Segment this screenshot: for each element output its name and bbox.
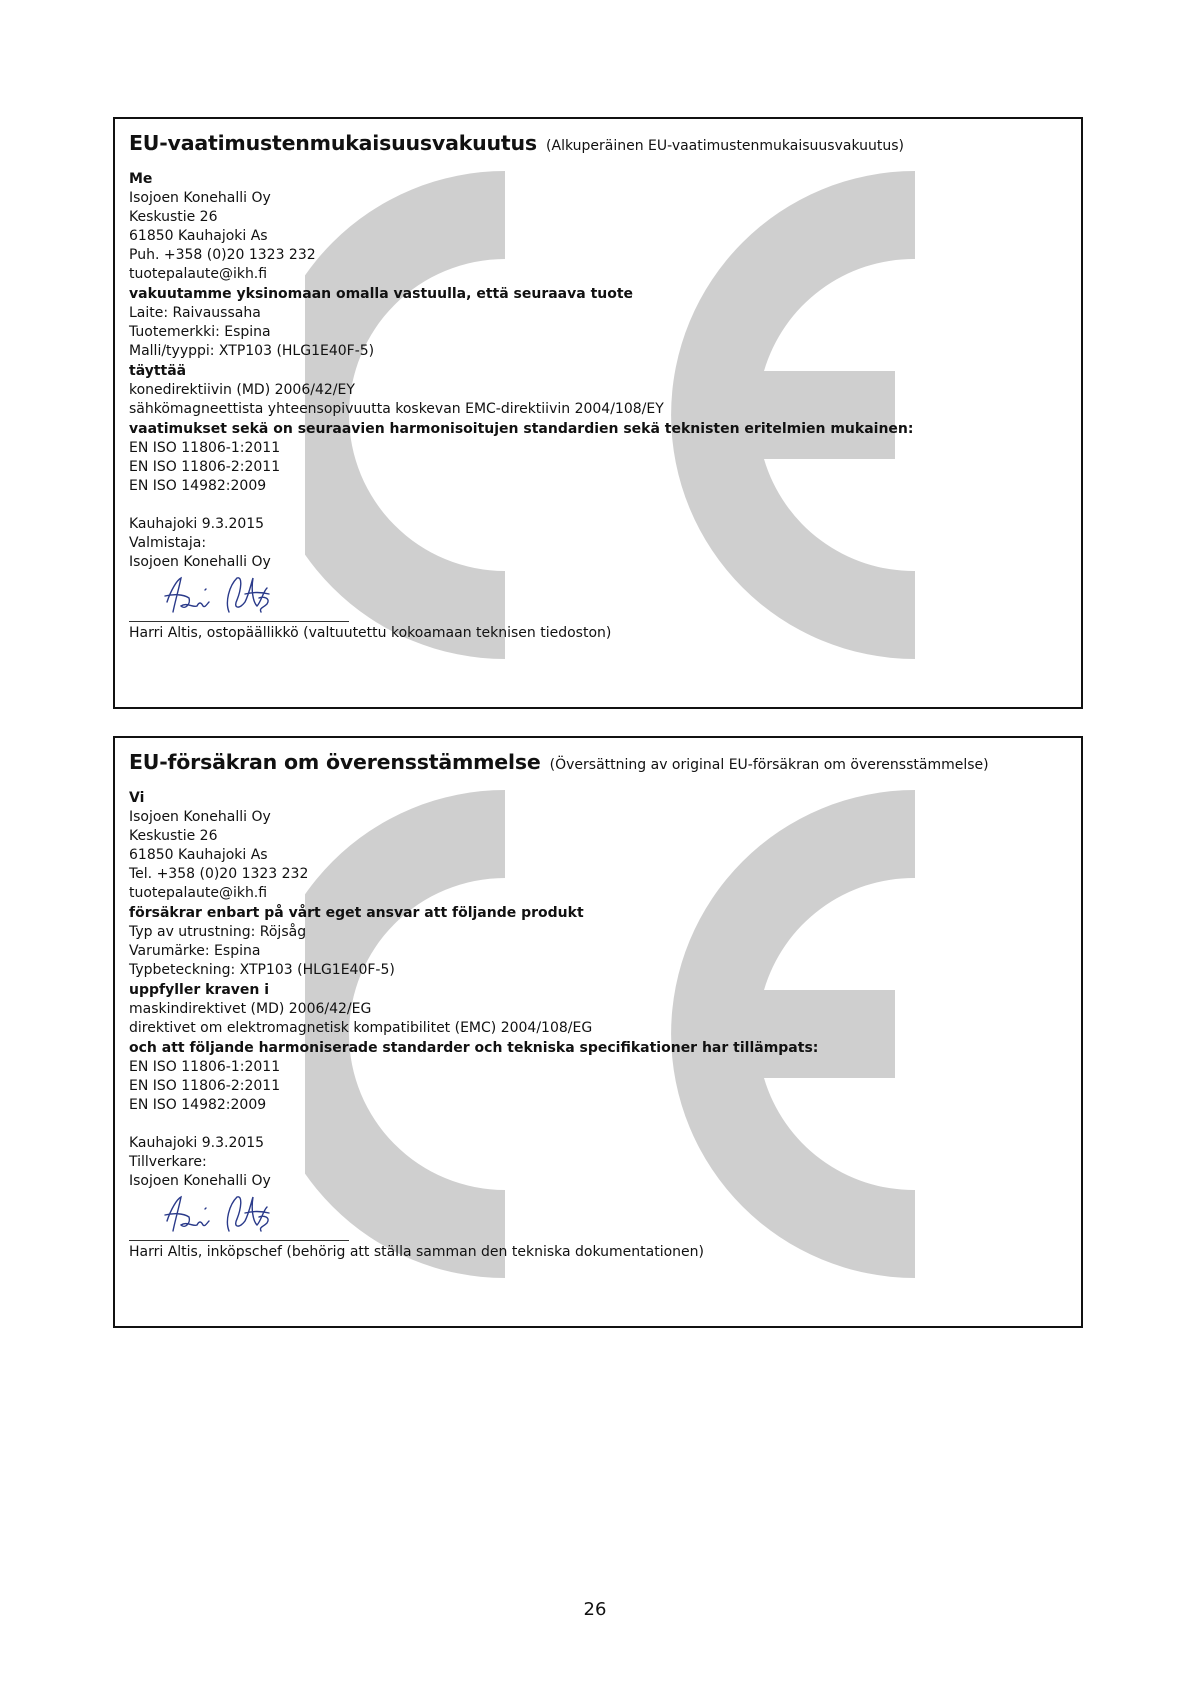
- manufacturer-label: Tillverkare:: [129, 1154, 207, 1170]
- signature-area: [129, 1191, 359, 1243]
- page-number: 26: [583, 1599, 607, 1620]
- declaration-subtitle: (Översättning av original EU-försäkran om överensstämmelse): [549, 757, 989, 773]
- declaration-title-line: [129, 750, 1067, 774]
- declaration-title-line: [129, 131, 1067, 155]
- company-phone: Puh. +358 (0)20 1323 232: [129, 247, 316, 263]
- declare-heading: försäkrar enbart på vårt eget ansvar att följande produkt: [129, 905, 584, 921]
- product-model: Malli/tyyppi: XTP103 (HLG1E40F-5): [129, 343, 375, 359]
- declaration-subtitle: (Alkuperäinen EU-vaatimustenmukaisuusvakuutus): [546, 138, 904, 154]
- handwritten-signature: [159, 1191, 279, 1237]
- manufacturer-name: Isojoen Konehalli Oy: [129, 1173, 271, 1189]
- directive-item: maskindirektivet (MD) 2006/42/EG: [129, 1001, 372, 1017]
- fulfils-heading: uppfyller kraven i: [129, 982, 270, 998]
- standard-item: EN ISO 11806-2:2011: [129, 1078, 281, 1094]
- signature-line: [129, 1240, 349, 1241]
- we-heading: Vi: [129, 790, 145, 806]
- standard-item: EN ISO 11806-1:2011: [129, 440, 281, 456]
- declaration-fi: [113, 117, 1083, 709]
- manufacturer-label: Valmistaja:: [129, 535, 207, 551]
- directive-item: konedirektiivin (MD) 2006/42/EY: [129, 382, 355, 398]
- place-date: Kauhajoki 9.3.2015: [129, 516, 265, 532]
- standard-item: EN ISO 14982:2009: [129, 1097, 267, 1113]
- declaration-title: EU-vaatimustenmukaisuusvakuutus: [129, 131, 537, 155]
- product-brand: Tuotemerkki: Espina: [129, 324, 271, 340]
- declaration-title: EU-försäkran om överensstämmelse: [129, 750, 541, 774]
- standards-heading: och att följande harmoniserade standarder och tekniska specifikationer har tillämpats:: [129, 1040, 819, 1056]
- product-model: Typbeteckning: XTP103 (HLG1E40F-5): [129, 962, 395, 978]
- product-brand: Varumärke: Espina: [129, 943, 261, 959]
- directive-item: sähkömagneettista yhteensopivuutta koskevan EMC-direktiivin 2004/108/EY: [129, 401, 664, 417]
- signatory: Harri Altis, inköpschef (behörig att ställa samman den tekniska dokumentationen): [129, 1244, 704, 1260]
- declaration-sv: [113, 736, 1083, 1328]
- manufacturer-name: Isojoen Konehalli Oy: [129, 554, 271, 570]
- fulfils-heading: täyttää: [129, 363, 187, 379]
- company-street: Keskustie 26: [129, 209, 218, 225]
- signature-area: [129, 572, 359, 624]
- company-email: tuotepalaute@ikh.fi: [129, 885, 268, 901]
- we-heading: Me: [129, 171, 153, 187]
- product-device: Laite: Raivaussaha: [129, 305, 261, 321]
- company-street: Keskustie 26: [129, 828, 218, 844]
- company-name: Isojoen Konehalli Oy: [129, 809, 271, 825]
- standard-item: EN ISO 11806-2:2011: [129, 459, 281, 475]
- company-phone: Tel. +358 (0)20 1323 232: [129, 866, 309, 882]
- place-date: Kauhajoki 9.3.2015: [129, 1135, 265, 1151]
- handwritten-signature: [159, 572, 279, 618]
- standard-item: EN ISO 11806-1:2011: [129, 1059, 281, 1075]
- signature-line: [129, 621, 349, 622]
- company-name: Isojoen Konehalli Oy: [129, 190, 271, 206]
- company-city: 61850 Kauhajoki As: [129, 228, 268, 244]
- standard-item: EN ISO 14982:2009: [129, 478, 267, 494]
- directive-item: direktivet om elektromagnetisk kompatibilitet (EMC) 2004/108/EG: [129, 1020, 593, 1036]
- company-city: 61850 Kauhajoki As: [129, 847, 268, 863]
- product-device: Typ av utrustning: Röjsåg: [129, 924, 307, 940]
- standards-heading: vaatimukset sekä on seuraavien harmonisoitujen standardien sekä teknisten eritelmien mukainen:: [129, 421, 914, 437]
- company-email: tuotepalaute@ikh.fi: [129, 266, 268, 282]
- signatory: Harri Altis, ostopäällikkö (valtuutettu kokoamaan teknisen tiedoston): [129, 625, 612, 641]
- declare-heading: vakuutamme yksinomaan omalla vastuulla, että seuraava tuote: [129, 286, 634, 302]
